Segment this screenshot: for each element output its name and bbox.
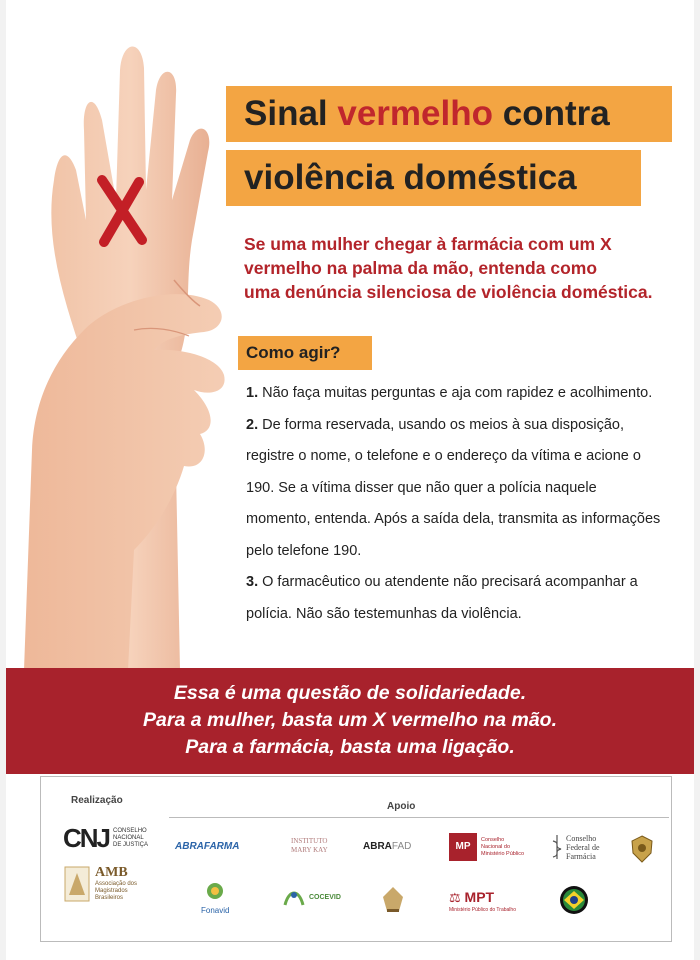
steps-list bbox=[246, 378, 686, 630]
caduceus-icon bbox=[551, 833, 563, 861]
cocevid-emblem-icon bbox=[281, 885, 307, 909]
step-line: momento, entenda. Após a saída dela, transmita as informações bbox=[246, 511, 661, 527]
intro-line: uma denúncia silenciosa de violência doméstica. bbox=[244, 282, 653, 302]
fonavid-logo: Fonavid bbox=[201, 881, 229, 915]
cnmp-logo: MP Conselho Nacional do Ministério Público bbox=[449, 833, 524, 861]
title-line-1 bbox=[226, 86, 672, 142]
solidarity-banner bbox=[6, 668, 694, 774]
step-line: 190. Se a vítima disser que não quer a polícia naquele bbox=[246, 479, 597, 496]
banner-line: Essa é uma questão de solidariedade. bbox=[173, 682, 527, 704]
intro-line: vermelho na palma da mão, entenda como bbox=[244, 258, 598, 278]
cocevid-logo: COCEVID bbox=[281, 885, 341, 909]
apoio-divider bbox=[169, 817, 669, 818]
sponsors-box bbox=[40, 776, 672, 942]
title-red-word: vermelho bbox=[337, 94, 493, 133]
realizacao-label: Realização bbox=[71, 795, 123, 806]
intro-paragraph bbox=[244, 232, 684, 304]
banner-line: Para a farmácia, basta uma ligação. bbox=[185, 736, 515, 758]
cnmp-mark: MP bbox=[449, 833, 477, 861]
fonavid-emblem-icon bbox=[202, 881, 228, 901]
mpt-logo: ⚖ MPT Ministério Público do Trabalho bbox=[449, 889, 516, 913]
court-emblem-icon bbox=[379, 885, 407, 915]
step-line: polícia. Não são testemunhas da violência. bbox=[246, 605, 522, 622]
step-line: pelo telefone 190. bbox=[246, 542, 362, 559]
title-text-end: contra bbox=[493, 94, 610, 133]
amb-emblem-icon bbox=[63, 865, 91, 903]
banner-line: Para a mulher, basta um X vermelho na mão. bbox=[143, 709, 557, 731]
step-line: 1. Não faça muitas perguntas e aja com rapidez e acolhimento. bbox=[246, 385, 653, 401]
mary-kay-logo: INSTITUTO MARY KAY bbox=[291, 837, 328, 854]
title-line-2: violência doméstica bbox=[226, 150, 641, 206]
abrafad-logo: ABRAFAD bbox=[363, 841, 412, 852]
mpt-scale-icon: ⚖ bbox=[449, 890, 461, 905]
poster bbox=[6, 0, 694, 960]
cnj-mark: CNJ bbox=[63, 823, 110, 853]
intro-line: Se uma mulher chegar à farmácia com um X bbox=[244, 234, 612, 254]
step-line: 2. De forma reservada, usando os meios à sua disposição, bbox=[246, 416, 625, 433]
step-line: registre o nome, o telefone e o endereço da vítima e acione o bbox=[246, 448, 641, 464]
como-agir-heading: Como agir? bbox=[238, 336, 372, 370]
amb-logo: AMB Associação dos Magistrados Brasileiros bbox=[63, 865, 137, 903]
abrafarma-logo: ABRAFARMA bbox=[175, 841, 240, 852]
cnj-logo: CNJ CONSELHO NACIONAL DE JUSTIÇA bbox=[63, 823, 149, 853]
apoio-label: Apoio bbox=[387, 801, 416, 812]
police-badge-icon bbox=[631, 835, 653, 863]
hands-with-red-x-illustration bbox=[24, 30, 239, 670]
title-text-start: Sinal bbox=[244, 94, 338, 133]
cff-logo: Conselho Federal de Farmácia bbox=[551, 833, 600, 861]
step-line: 3. O farmacêutico ou atendente não precisará acompanhar a bbox=[246, 574, 638, 590]
brazil-seal-icon bbox=[559, 885, 589, 915]
